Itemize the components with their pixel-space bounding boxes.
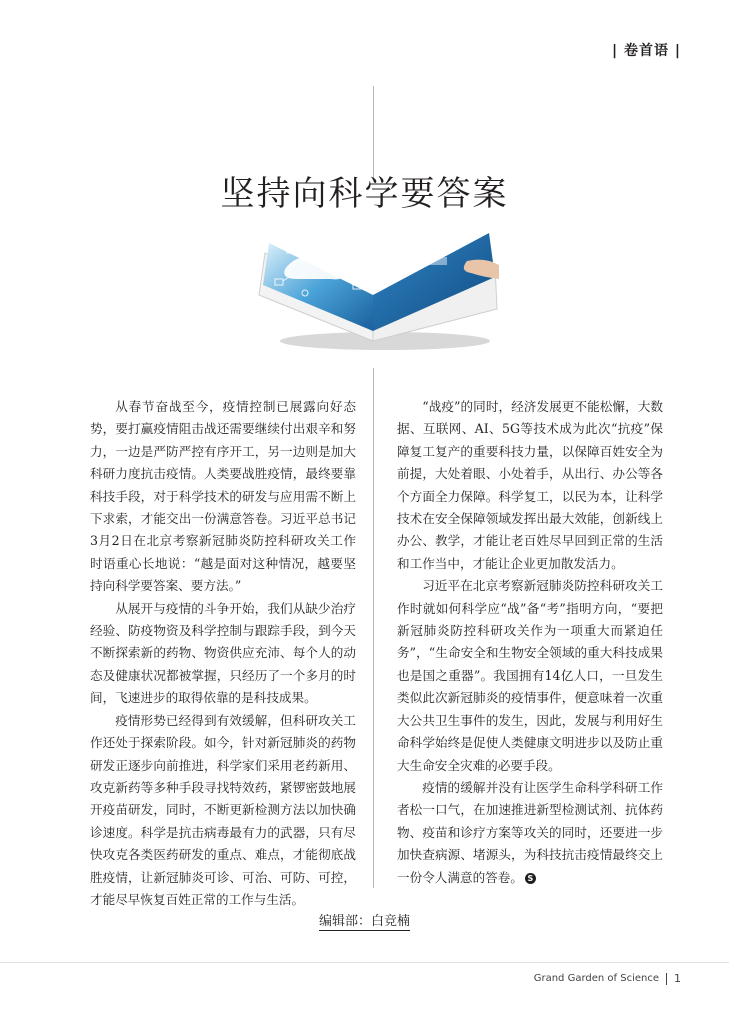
footer-separator [666,973,667,985]
paragraph: “战疫”的同时，经济发展更不能松懈，大数据、互联网、AI、5G等技术成为此次“抗疫”保障复工复产的重要科技力量，以保障百姓安全为前提，大处着眼、小处着手，从出行、办公等各个方面全力保障。科学复工，以民为本，让科学技术在安全保障领域发挥出最大效能，创新线上办公、教学，才能让老百姓尽早回到正常的生活和工作当中，才能让企业更加散发活力。 [397,399,663,571]
page-number: 1 [674,972,681,985]
paragraph-text: 疫情的缓解并没有让医学生命科学科研工作者松一口气，在加速推进新型检测试剂、抗体药物、疫苗和诊疗方案等攻关的同时，还要进一步加快查病源、堵源头，为科技抗击疫情最终交上一份令人满意的答卷。 [397,779,663,885]
end-mark-icon: S [525,873,536,884]
paragraph: 从春节奋战至今，疫情控制已展露向好态势，要打赢疫情阻击战还需要继续付出艰辛和努力，一边是严防严控有序开工，另一边则是加大科研力度抗击疫情。人类要战胜疫情，最终要靠科技手段，对于科学技术的研发与应用需不断上下求索，才能交出一份满意答卷。习近平总书记3月2日在北京考察新冠肺炎防控科研攻关工作时语重心长地说：“越是面对这种情况，越要坚持向科学要答案、要方法。” [90,399,356,594]
paragraph: 从展开与疫情的斗争开始，我们从缺少治疗经验、防疫物资及科学控制与跟踪手段，到今天不断探索新的药物、物资供应充沛、每个人的动态及健康状况都被掌握，只经历了一个多月的时间，飞速进步的取得依靠的是科技成果。 [90,600,356,706]
magazine-name: Grand Garden of Science [533,973,659,984]
paragraph: 疫情形势已经得到有效缓解，但科研攻关工作还处于探索阶段。如今，针对新冠肺炎的药物研发正逐步向前推进，科学家们采用老药新用、攻克新药等多种手段寻找特效药，紧锣密鼓地展开疫苗研发，同时，不断更新检测方法以加快确诊速度。科学是抗击病毒最有力的武器，只有尽快攻克各类医药研发的重点、难点，才能彻底战胜疫情，让新冠肺炎可诊、可治、可防、可控，才能尽早恢复百姓正常的工作与生活。 [90,712,356,907]
paragraph-last [397,777,663,889]
article-title: 坚持向科学要答案 [220,174,509,214]
page-footer [534,972,681,985]
article-column-left [90,396,356,911]
editor-credit [0,910,729,929]
paragraph: 习近平在北京考察新冠肺炎防控科研攻关工作时就如何科学应“战”备“考”指明方向，“要把新冠肺炎防控科研攻关作为一项重大而紧迫任务”，“生命安全和生物安全领域的重大科技成果也是国之重器”。我国拥有14亿人口，一旦发生类似此次新冠肺炎的疫情事件，便意味着一次重大公共卫生事件的发生，因此，发展与利用好生命科学始终是促使人类健康文明进步以及防止重大生命安全灾难的必要手段。 [397,578,663,773]
column-divider-line [373,368,374,888]
article-column-right [397,396,663,889]
editor-label: 编辑部：白竞楠 [318,914,410,929]
open-book-cloud-icon [245,213,505,353]
section-tag: | 卷首语 | [612,43,681,59]
footer-divider [0,962,729,963]
